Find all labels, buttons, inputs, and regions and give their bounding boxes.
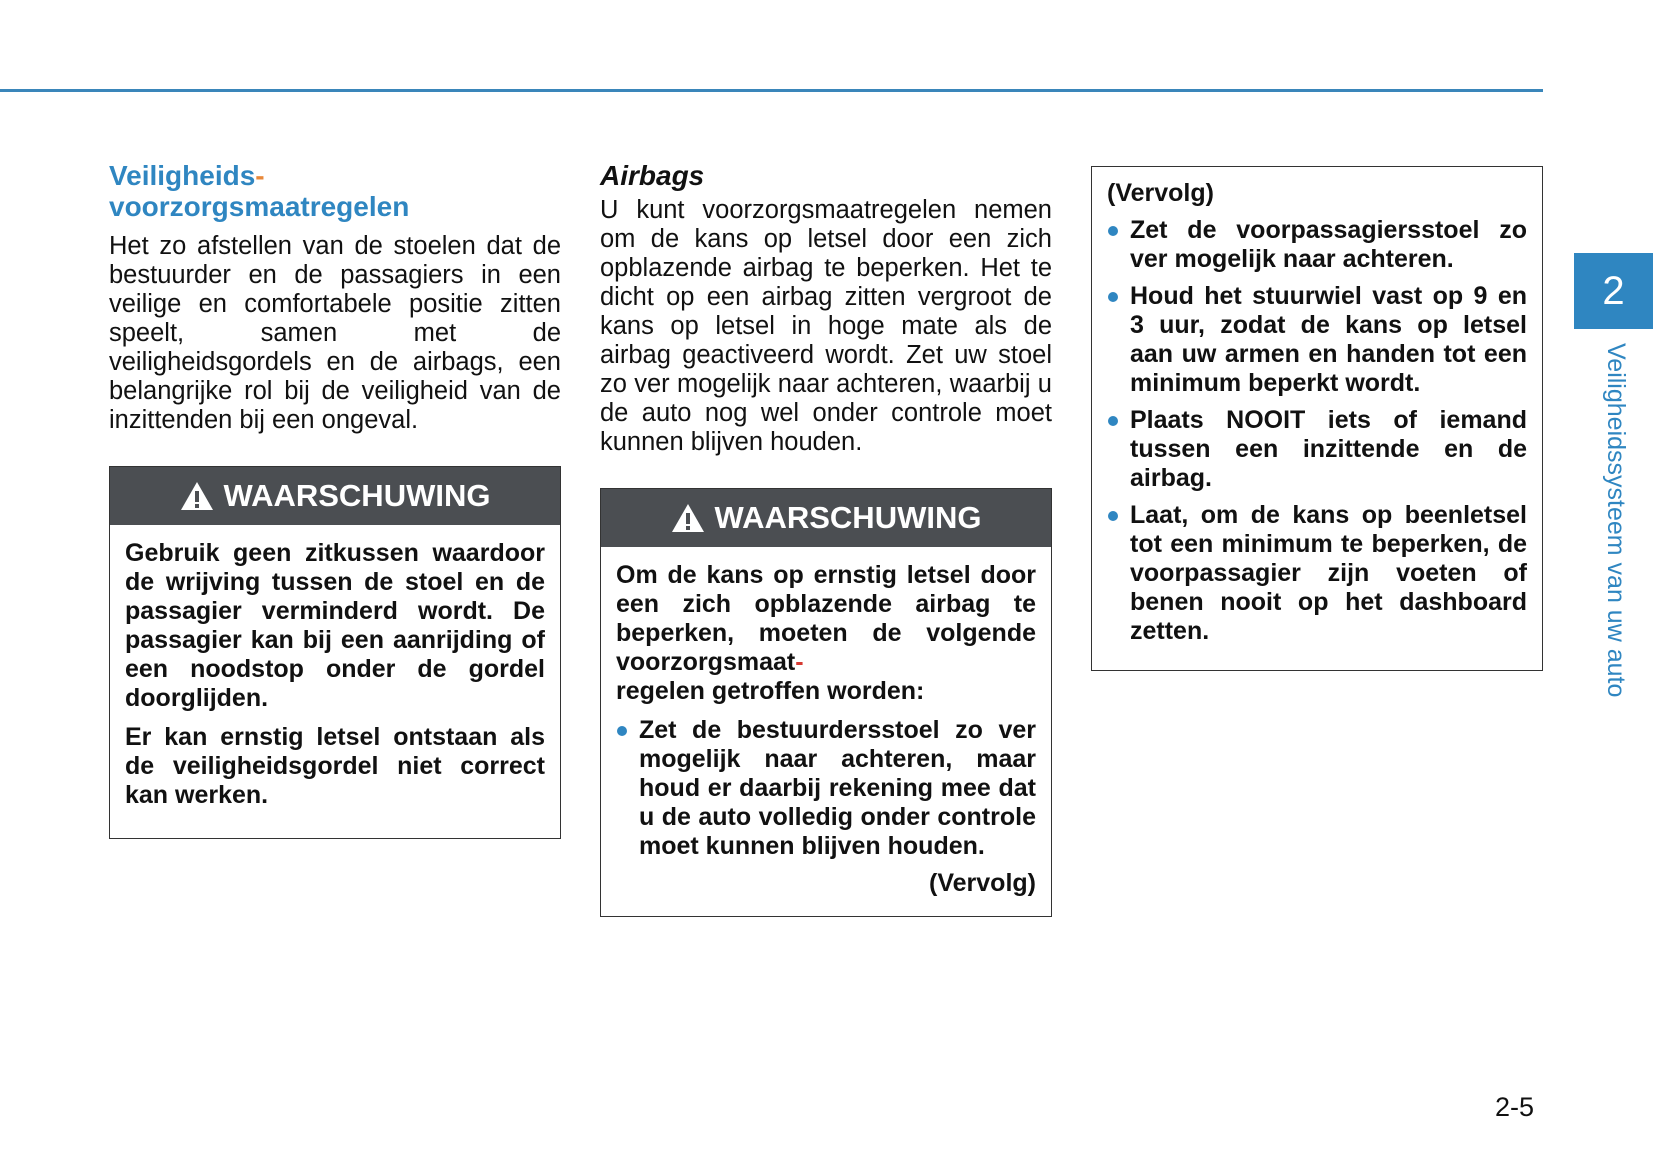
- header-rule: [0, 89, 1543, 92]
- warning-triangle-icon: [180, 481, 214, 511]
- chapter-title: Veiligheidssysteem van uw auto: [1602, 343, 1630, 698]
- bullet-dot-icon: [1108, 292, 1118, 302]
- continued-warning-box: [1091, 166, 1543, 671]
- bullet-dot-icon: [1108, 511, 1118, 521]
- warning-header: [110, 467, 560, 525]
- warning-label: WAARSCHUWING: [714, 500, 982, 535]
- subsection-title: Airbags: [600, 160, 705, 191]
- warning-bullet-list: [616, 716, 1036, 861]
- list-item: Zet de voorpassagiersstoel zo ver mogelijk naar achteren.: [1107, 216, 1527, 274]
- warning-triangle-icon: [671, 503, 705, 533]
- warning-box: [109, 466, 561, 839]
- warning-paragraph: Er kan ernstig letsel ontstaan als de veiligheidsgordel niet correct kan werken.: [125, 723, 545, 809]
- bullet-dot-icon: [617, 726, 627, 736]
- continued-heading: (Vervolg): [1107, 179, 1214, 207]
- warning-body: [110, 525, 560, 838]
- page-number: 2-5: [1495, 1092, 1535, 1122]
- continued-label: (Vervolg): [929, 869, 1036, 897]
- column-middle: [600, 160, 1052, 917]
- column-right: [1091, 160, 1543, 671]
- section-title: Veiligheids- voorzorgsmaatregelen: [109, 160, 410, 222]
- list-item: Laat, om de kans op beenletsel tot een minimum te beperken, de voorpassagier zijn voeten of benen nooit op het dashboard zetten.: [1107, 501, 1527, 646]
- column-left: [109, 160, 561, 839]
- bullet-dot-icon: [1108, 226, 1118, 236]
- list-item: Houd het stuurwiel vast op 9 en 3 uur, zodat de kans op letsel aan uw armen en handen tot een minimum beperkt wordt.: [1107, 282, 1527, 398]
- list-item: Zet de bestuurdersstoel zo ver mogelijk naar achteren, maar houd er daarbij rekening mee dat u de auto volledig onder controle moet kunnen blijven houden.: [616, 716, 1036, 861]
- continued-bullet-list: [1107, 216, 1527, 646]
- bullet-dot-icon: [1108, 416, 1118, 426]
- warning-body: [601, 547, 1051, 916]
- chapter-tab: 2: [1574, 253, 1653, 329]
- intro-paragraph: Het zo afstellen van de stoelen dat de bestuurder en de passagiers in een veilige en comfortabele positie zitten speelt, samen met de veiligheidsgordels en de airbags, een belangrijke rol bij de veiligheid van de inzittenden bij een ongeval.: [109, 232, 561, 434]
- warning-intro: Om de kans op ernstig letsel door een zich opblazende airbag te beperken, moeten de volgende voorzorgsmaat- regelen getroffen worden:: [616, 561, 1036, 705]
- warning-label: WAARSCHUWING: [223, 478, 491, 513]
- warning-paragraph: Gebruik geen zitkussen waardoor de wrijving tussen de stoel en de passagier verminderd wordt. De passagier kan bij een aanrijding of een noodstop onder de gordel doorglijden.: [125, 539, 545, 712]
- warning-header: [601, 489, 1051, 547]
- warning-box: [600, 488, 1052, 917]
- list-item: Plaats NOOIT iets of iemand tussen een inzittende en de airbag.: [1107, 406, 1527, 493]
- airbag-paragraph: U kunt voorzorgsmaatregelen nemen om de kans op letsel door een zich opblazende airbag te beperken. Het te dicht op een airbag zitten vergroot de kans op letsel in hoge mate als de airbag geactiveerd wordt. Zet uw stoel zo ver mogelijk naar achteren, waarbij u de auto nog wel onder controle moet kunnen blijven houden.: [600, 196, 1052, 456]
